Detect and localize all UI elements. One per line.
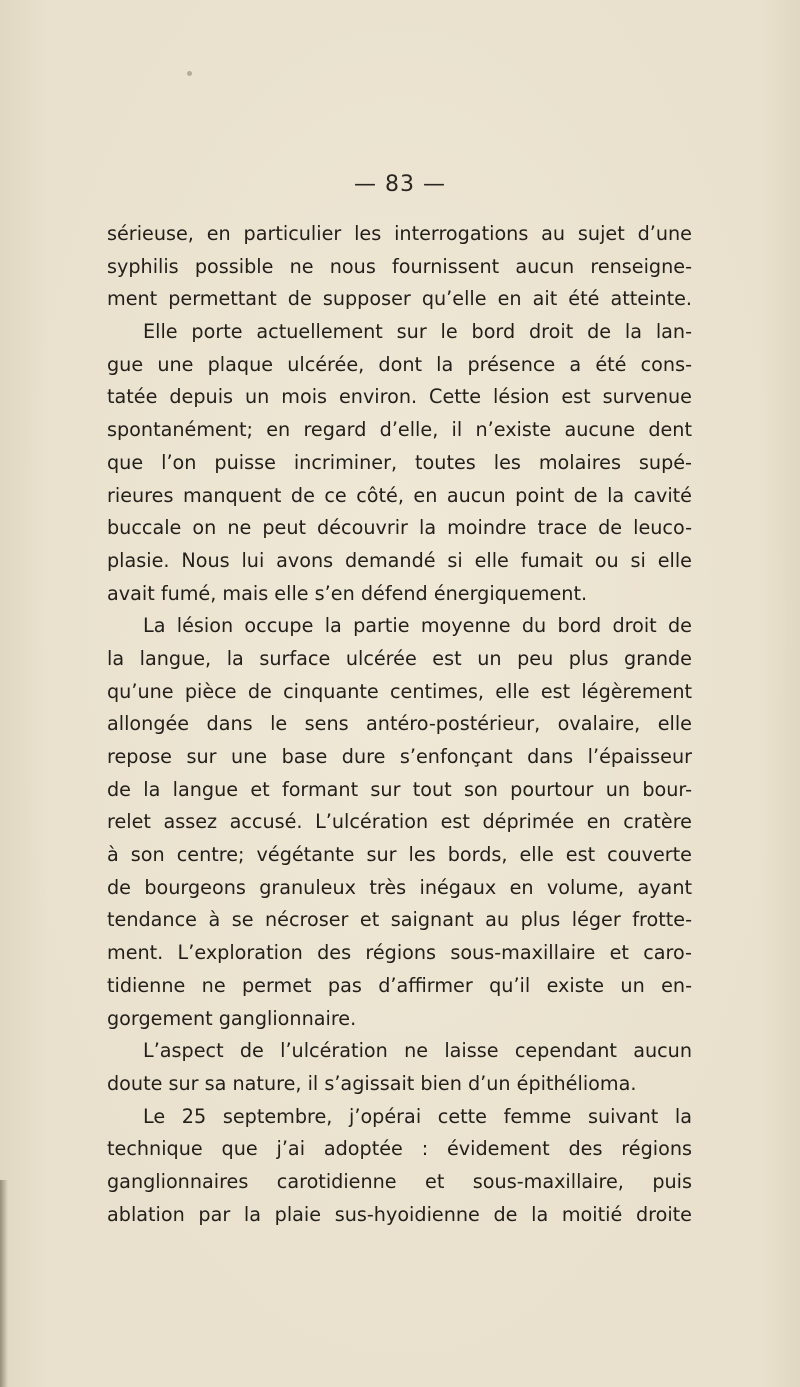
paragraph-start-line: Le 25 septembre, j’opérai cette femme suivant la bbox=[143, 1104, 692, 1128]
page-number: — 83 — bbox=[354, 172, 446, 197]
paragraph-end-line: doute sur sa nature, il s’agissait bien d’un épithélioma. bbox=[107, 1071, 637, 1095]
text-line: repose sur une base dure s’enfonçant dans l’épaisseur bbox=[107, 745, 692, 768]
text-line: technique que j’ai adoptée : évidement des régions bbox=[107, 1137, 692, 1161]
text-line: ablation par la plaie sus-hyoidienne de la moitié droite bbox=[107, 1202, 692, 1226]
text-line: de bourgeons granuleux très inégaux en volume, ayant bbox=[107, 875, 692, 899]
text-line: la langue, la surface ulcérée est un peu plus grande bbox=[107, 646, 692, 670]
text-line: ganglionnaires carotidienne et sous-maxillaire, puis bbox=[107, 1169, 692, 1193]
text-line: tatée depuis un mois environ. Cette lésion est survenue bbox=[107, 385, 692, 409]
text-line: ment permettant de supposer qu’elle en ait été atteinte. bbox=[107, 287, 692, 311]
text-line: ment. L’exploration des régions sous-maxillaire et caro- bbox=[107, 941, 692, 965]
paragraph-start-line: Elle porte actuellement sur le bord droit de la lan- bbox=[143, 320, 692, 344]
text-line: syphilis possible ne nous fournissent aucun renseigne- bbox=[107, 254, 692, 278]
text-line: de la langue et formant sur tout son pourtour un bour- bbox=[107, 777, 692, 801]
text-line: rieures manquent de ce côté, en aucun point de la cavité bbox=[107, 483, 692, 507]
text-line: buccale on ne peut découvrir la moindre trace de leuco- bbox=[107, 516, 692, 540]
text-line: allongée dans le sens antéro-postérieur, ovalaire, elle bbox=[107, 712, 692, 736]
text-line: spontanément; en regard d’elle, il n’existe aucune dent bbox=[107, 418, 692, 442]
text-line: à son centre; végétante sur les bords, elle est couverte bbox=[107, 843, 692, 867]
body-text bbox=[107, 218, 692, 1231]
paragraph-end-line: gorgement ganglionnaire. bbox=[107, 1006, 357, 1030]
paragraph-start-line: L’aspect de l’ulcération ne laisse cependant aucun bbox=[143, 1039, 692, 1063]
text-line: tidienne ne permet pas d’affirmer qu’il existe un en- bbox=[107, 973, 692, 997]
text-line: relet assez accusé. L’ulcération est déprimée en cratère bbox=[107, 810, 692, 834]
text-line: que l’on puisse incriminer, toutes les molaires supé- bbox=[107, 450, 692, 474]
page-edge-shadow bbox=[0, 1180, 8, 1387]
text-line: tendance à se nécroser et saignant au plus léger frotte- bbox=[107, 908, 692, 932]
paragraph-start-line: La lésion occupe la partie moyenne du bord droit de bbox=[143, 614, 692, 638]
text-line: plasie. Nous lui avons demandé si elle fumait ou si elle bbox=[107, 548, 692, 572]
text-line: gue une plaque ulcérée, dont la présence a été cons- bbox=[107, 352, 692, 376]
text-line: sérieuse, en particulier les interrogations au sujet d’une bbox=[107, 222, 692, 245]
dust-speck bbox=[187, 71, 192, 76]
paragraph-end-line: avait fumé, mais elle s’en défend énergiquement. bbox=[107, 581, 588, 605]
text-line: qu’une pièce de cinquante centimes, elle est légèrement bbox=[107, 679, 692, 703]
